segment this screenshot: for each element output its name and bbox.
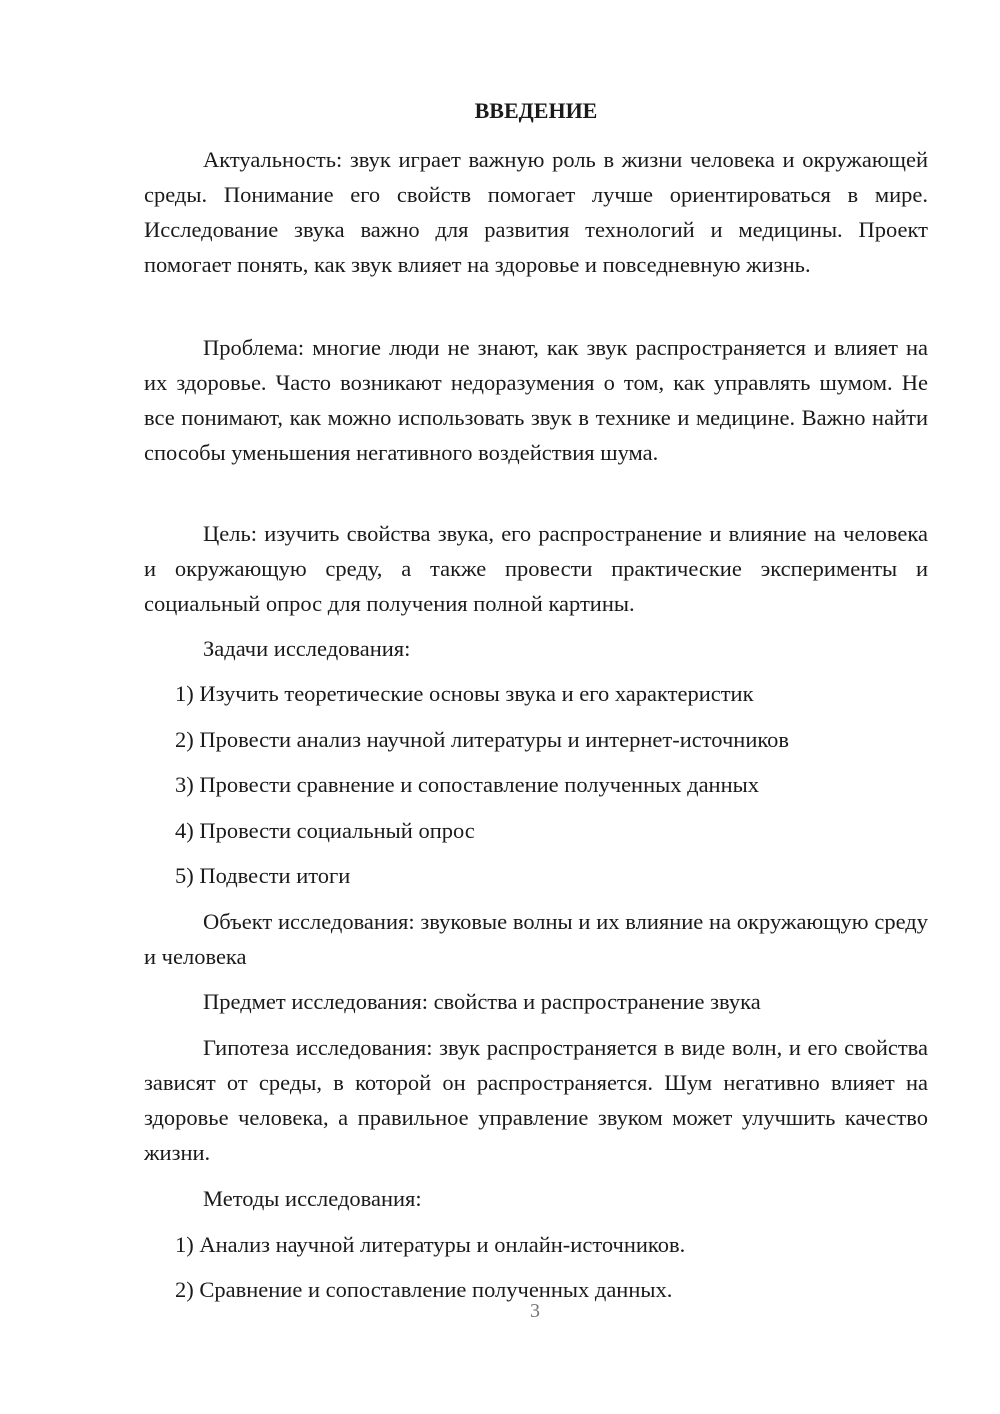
method-item: 2) Сравнение и сопоставление полученных данных. [175, 1277, 673, 1302]
page-title: ВВЕДЕНИЕ [474, 98, 598, 123]
hypothesis-paragraph: Гипотеза исследования: звук распространяется в виде волн, и его свойства зависят от среды, в которой он распространяется. Шум негативно влияет на здоровье человека, а правильное управление звуком может улучшить качество жизни. [144, 1035, 928, 1165]
object-paragraph: Объект исследования: звуковые волны и их влияние на окружающую среду и человека [144, 909, 928, 969]
methods-label: Методы исследования: [203, 1186, 422, 1211]
tasks-label: Задачи исследования: [203, 636, 411, 661]
page-number: 3 [530, 1300, 540, 1322]
problem-paragraph: Проблема: многие люди не знают, как звук распространяется и влияет на их здоровье. Часто возникают недоразумения о том, как управлять шумом. Не все понимают, как можно использовать звук в технике и медицине. Важно найти способы уменьшения негативного воздействия шума. [144, 335, 928, 465]
task-item: 3) Провести сравнение и сопоставление полученных данных [175, 772, 760, 797]
task-item: 5) Подвести итоги [175, 863, 351, 888]
relevance-paragraph: Актуальность: звук играет важную роль в жизни человека и окружающей среды. Понимание его свойств помогает лучше ориентироваться в мире. Исследование звука важно для развития технологий и медицины. Проект помогает понять, как звук влияет на здоровье и повседневную жизнь. [144, 147, 928, 277]
task-item: 1) Изучить теоретические основы звука и его характеристик [175, 681, 754, 706]
goal-paragraph: Цель: изучить свойства звука, его распространение и влияние на человека и окружающую среду, а также провести практические эксперименты и социальный опрос для получения полной картины. [144, 521, 928, 616]
task-item: 2) Провести анализ научной литературы и интернет-источников [175, 727, 790, 752]
subject-paragraph: Предмет исследования: свойства и распространение звука [203, 989, 761, 1014]
method-item: 1) Анализ научной литературы и онлайн-источников. [175, 1232, 686, 1257]
task-item: 4) Провести социальный опрос [175, 818, 475, 843]
